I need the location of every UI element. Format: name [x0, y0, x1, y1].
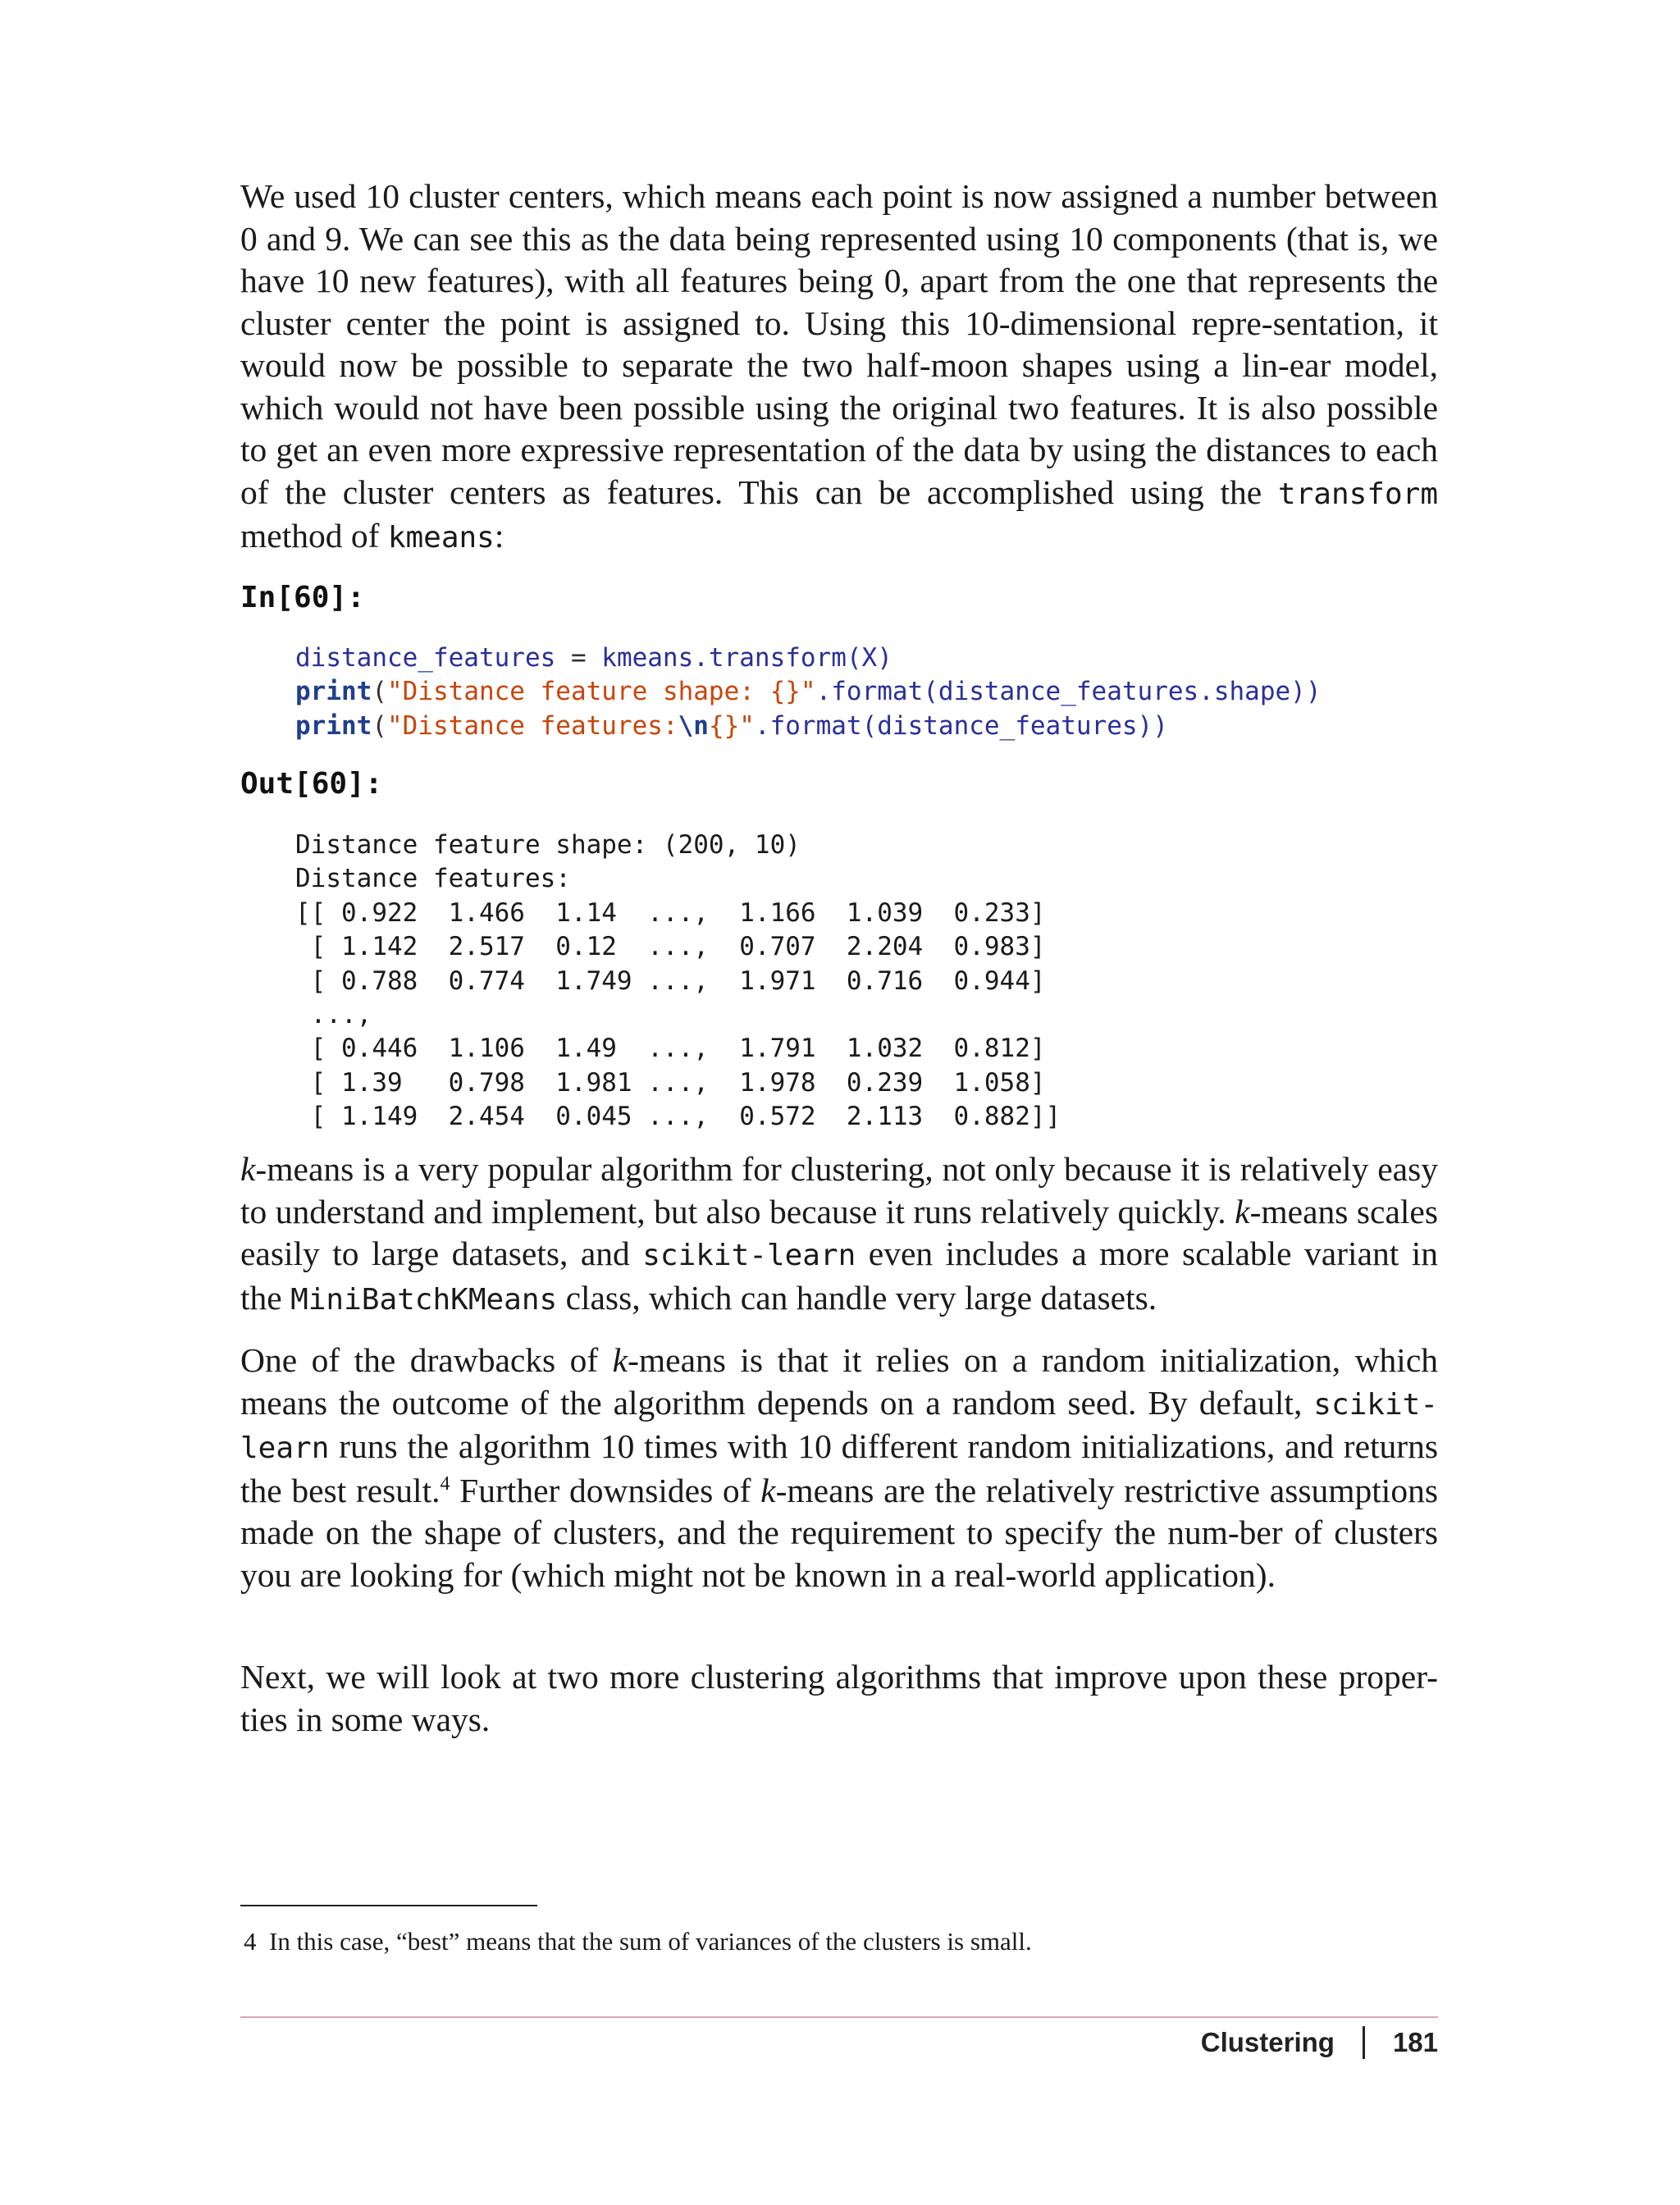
output-block [295, 829, 1061, 1134]
footer-divider [1363, 2026, 1365, 2059]
code-token: "Distance features: [387, 710, 678, 741]
paragraph-next-algorithms: Next, we will look at two more clustering algorithms that improve upon these proper-ties in some ways. [240, 1658, 1438, 1738]
code-token: .format(distance_features.shape)) [815, 677, 1322, 707]
inline-code: MiniBatchKMeans [290, 1282, 558, 1317]
paragraph-kmeans-features [240, 176, 1438, 559]
paragraph-text: even includes a more scalable variant in the [240, 1235, 1439, 1317]
paragraph-text: -means are the relatively restrictive assumptions made on the shape of clusters, and the requirement to specify the num-ber of clusters you are looking for (which might not be known in a real-world application). [240, 1471, 1438, 1594]
code-token: .format(distance_features)) [754, 710, 1168, 741]
code-line [295, 711, 1168, 741]
paragraph-text: runs the algorithm 10 times with 10 different random initializations, and returns the best result. [240, 1427, 1438, 1509]
code-token: = [555, 643, 602, 673]
italic-k: k [612, 1341, 628, 1379]
output-cell-label: Out[60]: [240, 767, 383, 801]
output-line: [ 0.446 1.106 1.49 ..., 1.791 1.032 0.812] [295, 1034, 1046, 1064]
code-token: "Distance feature shape: {}" [387, 677, 816, 707]
footnote [244, 1927, 1032, 1956]
inline-code: kmeans [387, 521, 495, 555]
paragraph-kmeans-popularity [240, 1148, 1438, 1321]
paragraph-text: -means scales easily to large datasets, and [240, 1192, 1438, 1272]
code-token: \n [678, 710, 709, 741]
code-token: ( [372, 677, 387, 707]
code-token: ( [372, 710, 387, 741]
footnote-rule [240, 1905, 537, 1906]
code-token: distance_features [295, 643, 556, 673]
output-line: [ 1.142 2.517 0.12 ..., 0.707 2.204 0.983] [295, 932, 1046, 962]
output-line: ..., [295, 1000, 372, 1030]
output-line: [ 0.788 0.774 1.749 ..., 1.971 0.716 0.944] [295, 966, 1046, 996]
input-code-block [295, 641, 1322, 743]
paragraph-text: One of the drawbacks of [240, 1341, 613, 1379]
italic-k: k [760, 1471, 776, 1509]
paragraph-text: -means is a very popular algorithm for clustering, not only because it is relatively easy to understand and implement, but also because it runs relatively quickly. [240, 1150, 1438, 1230]
paragraph-text: Further downsides of [450, 1471, 761, 1509]
code-token: print [295, 710, 372, 741]
code-line [295, 643, 892, 673]
footnote-ref[interactable]: 4 [440, 1472, 450, 1495]
output-line: [ 1.149 2.454 0.045 ..., 0.572 2.113 0.882]] [295, 1102, 1061, 1132]
inline-code: scikit-learn [240, 1387, 1438, 1465]
footer-rule [240, 2016, 1438, 2018]
paragraph-text: We used 10 cluster centers, which means each point is now assigned a number between 0 and 9. We can see this as the data being represented using 10 components (that is, we have 10 new features), with all features being 0, apart from the one that represents the cluster center the point is assigned to. Using this 10-dimensional repre-sentation, it would now be possible to separate the two half-moon shapes using a lin-ear model, which would not have been possible using the original two features. It is also possible to get an even more expressive representation of the data by using the distances to each of the cluster centers as features. This can be accomplished using the [240, 177, 1438, 511]
inline-code: scikit-learn [642, 1239, 856, 1272]
code-line [295, 677, 1322, 706]
paragraph-text: class, which can handle very large datasets. [557, 1278, 1157, 1317]
italic-k: k [240, 1150, 256, 1188]
footnote-number: 4 [244, 1927, 257, 1956]
footnote-text: In this case, “best” means that the sum of variances of the clusters is small. [269, 1927, 1032, 1956]
page-footer [1201, 2026, 1438, 2059]
page-number: 181 [1392, 2027, 1438, 2057]
inline-code: transform [1277, 477, 1438, 511]
code-token: kmeans.transform(X) [601, 643, 892, 673]
input-cell-label: In[60]: [240, 581, 365, 614]
output-line: Distance features: [295, 864, 571, 894]
paragraph-kmeans-drawbacks [240, 1340, 1438, 1596]
paragraph-text: : [494, 517, 504, 555]
running-footer-section: Clustering [1200, 2027, 1335, 2057]
output-line: [[ 0.922 1.466 1.14 ..., 1.166 1.039 0.233] [295, 897, 1046, 928]
italic-k: k [1235, 1192, 1250, 1230]
code-token: print [295, 677, 372, 707]
output-line: Distance feature shape: (200, 10) [295, 830, 801, 860]
paragraph-text: method of [240, 517, 388, 555]
output-line: [ 1.39 0.798 1.981 ..., 1.978 0.239 1.058] [295, 1067, 1046, 1098]
paragraph-text: -means is that it relies on a random initialization, which means the outcome of the algorithm depends on a random seed. By default, [240, 1341, 1438, 1422]
code-token: {}" [708, 710, 755, 741]
